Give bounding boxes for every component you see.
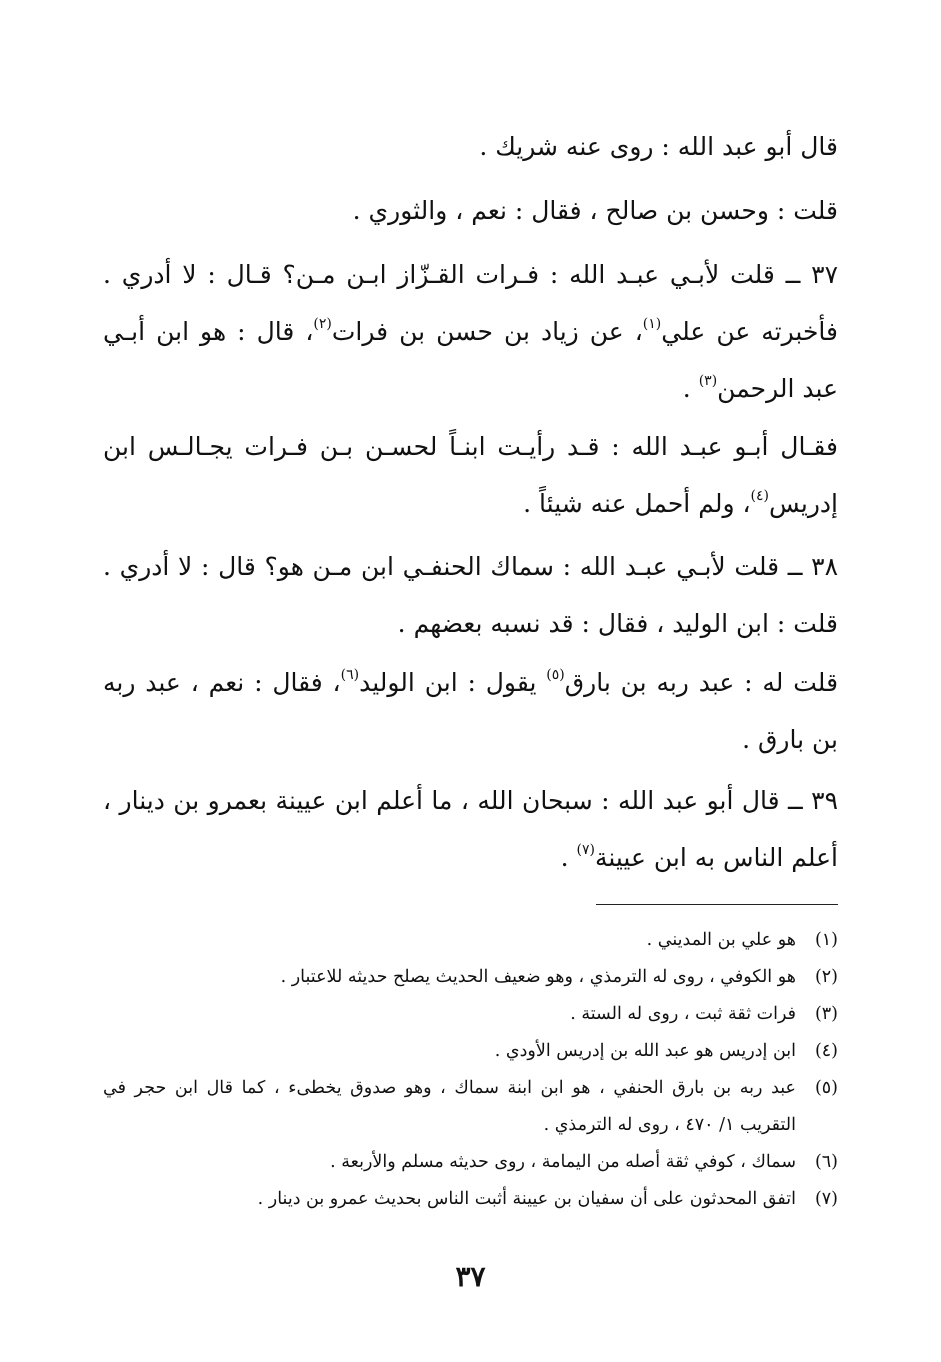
paragraph-2 bbox=[103, 182, 838, 239]
footnote-number: (٤) bbox=[814, 1041, 838, 1061]
text-segment: . bbox=[682, 374, 699, 403]
paragraph-1 bbox=[103, 118, 838, 175]
text-segment: ٣٨ ــ قلت لأبـي عبـد الله : سماك الحنفـي ابن مـن هو؟ قال : لا أدري . قلت : ابن الوليد ، فقال : قد نسبه بعضهم . bbox=[103, 552, 838, 638]
footnote-ref-2[interactable]: (٢) bbox=[313, 316, 332, 332]
text-segment: ٣٩ ــ قال أبو عبد الله : سبحان الله ، ما أعلم ابن عيينة بعمرو بن دينار ، أعلم الناس به ابن عيينة bbox=[103, 786, 838, 872]
footnote-2 bbox=[103, 959, 838, 996]
footnote-ref-3[interactable]: (٣) bbox=[698, 373, 718, 389]
entry-37 bbox=[103, 246, 838, 417]
footnote-ref-6[interactable]: (٦) bbox=[340, 667, 360, 683]
footnote-text: سماك ، كوفي ثقة أصله من اليمامة ، روى حديثه مسلم والأربعة . bbox=[330, 1152, 796, 1172]
footnote-text: هو علي بن المديني . bbox=[646, 930, 796, 950]
footnote-number: (٢) bbox=[814, 967, 838, 987]
footnote-number: (١) bbox=[814, 930, 838, 950]
footnote-6 bbox=[103, 1144, 838, 1181]
text-segment: قلت له : عبد ربه بن بارق bbox=[564, 668, 839, 697]
text-segment: ، قال : هو ابن أبـي عبد الرحمن bbox=[103, 317, 838, 403]
footnote-ref-7[interactable]: (٧) bbox=[576, 842, 595, 858]
footnote-divider bbox=[596, 904, 838, 905]
text-segment: ، ولم أحمل عنه شيئاً . bbox=[523, 489, 751, 518]
text-segment: . bbox=[560, 843, 577, 872]
footnote-7 bbox=[103, 1181, 838, 1218]
footnote-text: عبد ربه بن بارق الحنفي ، هو ابن ابنة سماك ، وهو صدوق يخطىء ، كما قال ابن حجر في التقريب ١/ ٤٧٠ ، روى له الترمذي . bbox=[103, 1078, 796, 1135]
text-segment: يقول : ابن الوليد bbox=[359, 668, 547, 697]
footnote-ref-5[interactable]: (٥) bbox=[546, 667, 565, 683]
text-segment: ، عن زياد بن حسن بن فرات bbox=[331, 317, 643, 346]
footnote-number: (٦) bbox=[814, 1152, 838, 1172]
paragraph-6 bbox=[103, 654, 838, 768]
entry-38 bbox=[103, 538, 838, 652]
text-segment: فقـال أبـو عبـد الله : قـد رأيـت ابنـاً لحسـن بـن فـرات يجـالـس ابن إدريس bbox=[103, 432, 838, 518]
footnote-4 bbox=[103, 1033, 838, 1070]
footnotes bbox=[103, 922, 838, 1218]
text-segment: ، فقال : نعم ، عبد ربه بن بارق . bbox=[103, 668, 838, 754]
footnote-number: (٥) bbox=[814, 1078, 838, 1098]
entry-39 bbox=[103, 772, 838, 886]
footnote-ref-1[interactable]: (١) bbox=[642, 316, 662, 332]
footnote-number: (٣) bbox=[814, 1004, 838, 1024]
footnote-text: اتفق المحدثون على أن سفيان بن عيينة أثبت الناس بحديث عمرو بن دينار . bbox=[257, 1189, 796, 1209]
page-number: ٣٧ bbox=[455, 1260, 486, 1293]
text-segment: ٣٧ ــ قلت لأبـي عبـد الله : فـرات القـزّاز ابـن مـن؟ قـال : لا أدري . فأخبرته عن علي bbox=[103, 260, 839, 346]
footnote-3 bbox=[103, 996, 838, 1033]
footnote-1 bbox=[103, 922, 838, 959]
footnote-ref-4[interactable]: (٤) bbox=[750, 488, 770, 504]
text-segment: قال أبو عبد الله : روى عنه شريك . bbox=[479, 132, 838, 161]
footnote-text: فرات ثقة ثبت ، روى له الستة . bbox=[570, 1004, 796, 1024]
footnote-text: ابن إدريس هو عبد الله بن إدريس الأودي . bbox=[494, 1041, 796, 1061]
paragraph-4 bbox=[103, 418, 838, 532]
text-segment: قلت : وحسن بن صالح ، فقال : نعم ، والثوري . bbox=[352, 196, 838, 225]
footnote-number: (٧) bbox=[814, 1189, 838, 1209]
footnote-5 bbox=[103, 1070, 838, 1144]
footnote-text: هو الكوفي ، روى له الترمذي ، وهو ضعيف الحديث يصلح حديثه للاعتبار . bbox=[280, 967, 796, 987]
